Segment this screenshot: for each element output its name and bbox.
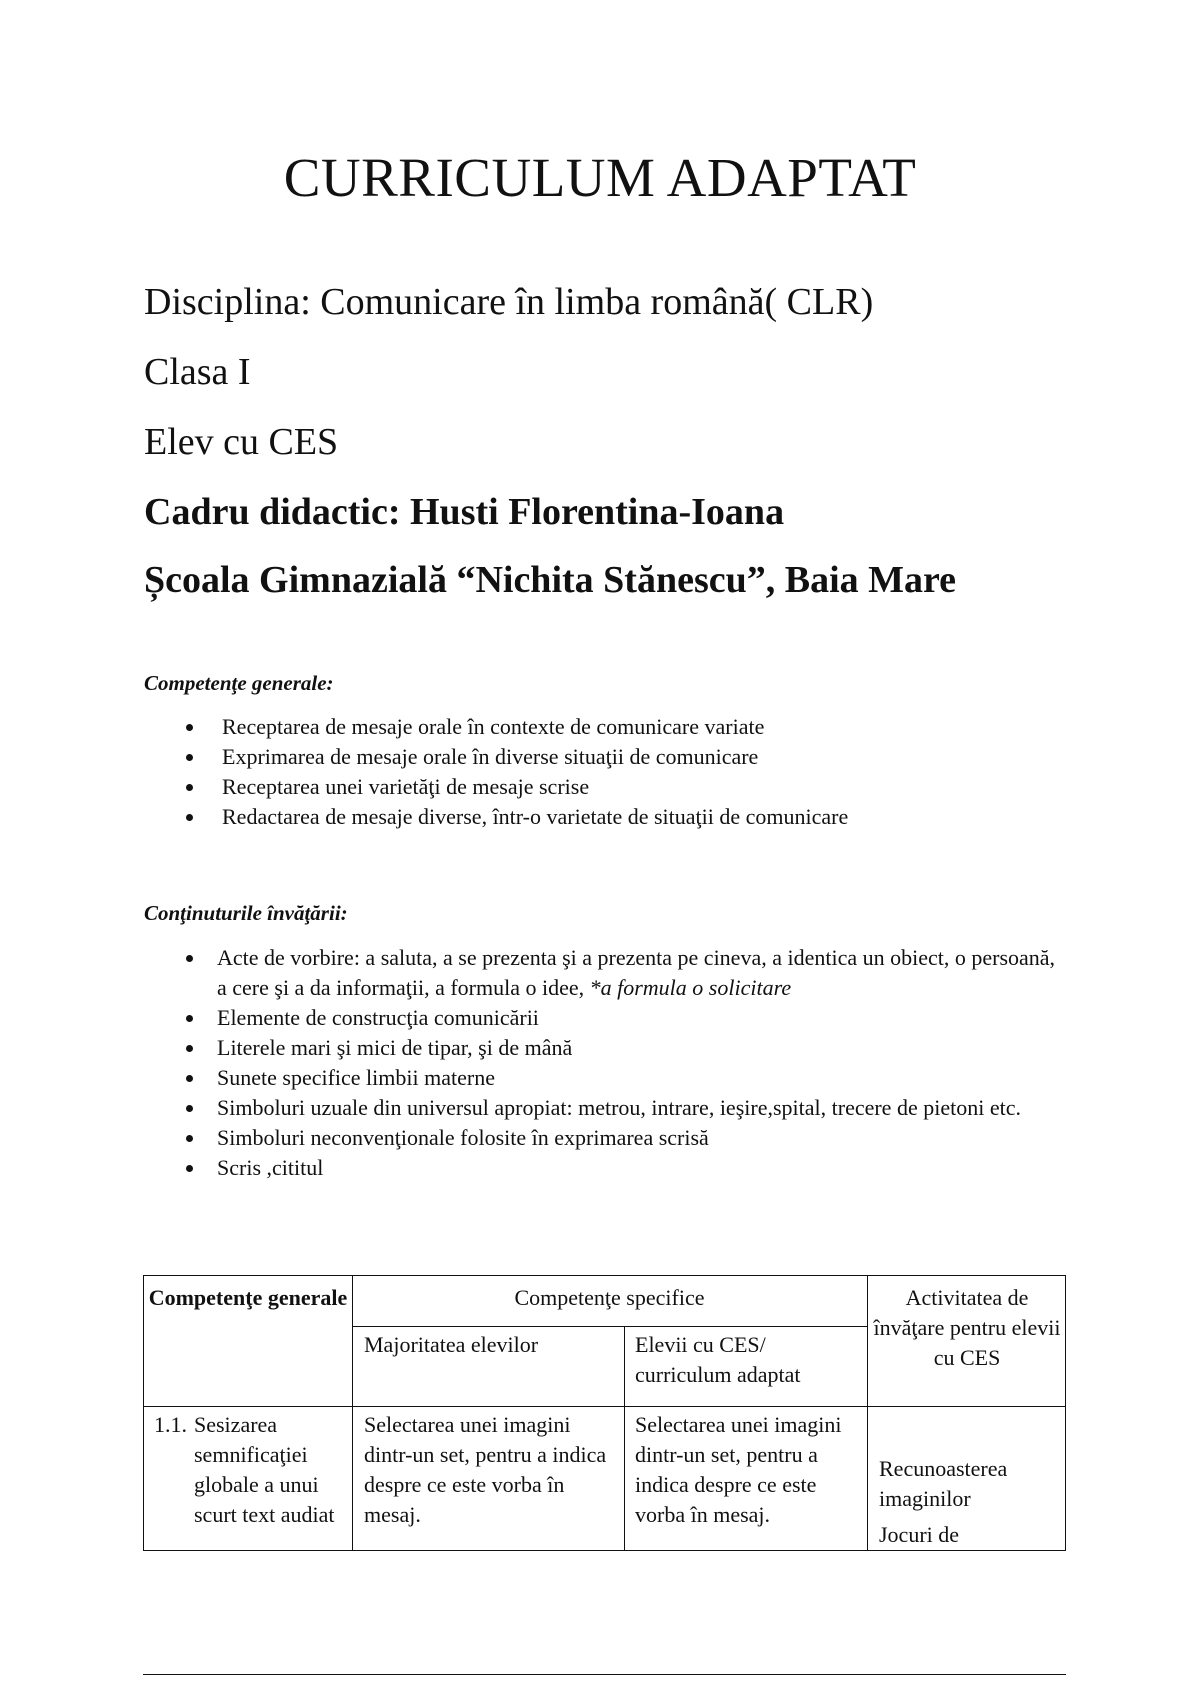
list-item: Exprimarea de mesaje orale în diverse situaţii de comunicare bbox=[0, 742, 848, 772]
list-item: Literele mari şi mici de tipar, şi de mână bbox=[0, 1033, 1060, 1063]
bullet-icon bbox=[186, 784, 193, 791]
header-competente-generale: Competenţe generale bbox=[148, 1285, 348, 1310]
bullet-icon bbox=[186, 1105, 193, 1112]
list-item: Elemente de construcţia comunicării bbox=[0, 1003, 1060, 1033]
list-item: Sunete specifice limbii materne bbox=[0, 1063, 1060, 1093]
cell-activitate: Recunoasterea imaginilor bbox=[879, 1456, 1008, 1511]
bullet-icon bbox=[186, 955, 193, 962]
bullet-icon bbox=[186, 1045, 193, 1052]
school-line: Școala Gimnazială “Nichita Stănescu”, Baia Mare bbox=[144, 559, 957, 601]
row-number: 1.1. bbox=[154, 1412, 187, 1437]
header-competente-specifice: Competenţe specifice bbox=[514, 1285, 705, 1310]
list-item: Receptarea unei varietăţi de mesaje scrise bbox=[0, 772, 848, 802]
cell-ces: Selectarea unei imagini dintr-un set, pentru a indica despre ce este vorba în mesaj. bbox=[635, 1412, 842, 1527]
bullet-icon bbox=[186, 754, 193, 761]
list-item: Acte de vorbire: a saluta, a se prezenta şi a prezenta pe cineva, a identica un obiect, o persoană, a cere şi a da informaţii, a formula o idee, *a formula o solicitare bbox=[0, 943, 1060, 1003]
competente-table bbox=[143, 1275, 1066, 1551]
bullet-icon bbox=[186, 1165, 193, 1172]
bullet-icon bbox=[186, 814, 193, 821]
bullet-icon bbox=[186, 1075, 193, 1082]
table-divider bbox=[352, 1326, 867, 1327]
header-elevii-ces: Elevii cu CES/ curriculum adaptat bbox=[635, 1332, 801, 1387]
competente-generale-heading: Competenţe generale: bbox=[144, 671, 334, 695]
list-item: Simboluri neconvenţionale folosite în exprimarea scrisă bbox=[0, 1123, 1060, 1153]
page-title: CURRICULUM ADAPTAT bbox=[283, 147, 917, 208]
table-divider bbox=[624, 1326, 625, 1550]
list-item: Receptarea de mesaje orale în contexte de comunicare variate bbox=[0, 712, 848, 742]
discipline-line: Disciplina: Comunicare în limba română( CLR) bbox=[144, 281, 874, 323]
header-majoritatea-elevilor: Majoritatea elevilor bbox=[364, 1332, 539, 1357]
footer-rule bbox=[143, 1674, 1066, 1675]
list-item: Simboluri uzuale din universul apropiat: metrou, intrare, ieşire,spital, trecere de pietoni etc. bbox=[0, 1093, 1060, 1123]
header-activitatea-invatare: Activitatea de învăţare pentru elevii cu CES bbox=[873, 1285, 1061, 1370]
teacher-line: Cadru didactic: Husti Florentina-Ioana bbox=[144, 491, 785, 533]
list-item: Scris ,cititul bbox=[0, 1153, 1060, 1183]
table-divider bbox=[144, 1406, 1065, 1407]
cell-majoritatea: Selectarea unei imagini dintr-un set, pentru a indica despre ce este vorba în mesaj. bbox=[364, 1412, 607, 1527]
continuturi-list bbox=[0, 943, 1060, 1183]
cell-activitate-2: Jocuri de bbox=[879, 1522, 960, 1547]
list-item: Redactarea de mesaje diverse, într-o varietate de situaţii de comunicare bbox=[0, 802, 848, 832]
cell-competenta: Sesizarea semnificaţiei globale a unui scurt text audiat bbox=[194, 1412, 335, 1527]
competente-generale-list bbox=[0, 712, 848, 832]
bullet-icon bbox=[186, 1015, 193, 1022]
continuturi-heading: Conţinuturile învăţării: bbox=[144, 901, 348, 925]
class-line: Clasa I bbox=[144, 351, 251, 393]
table-divider bbox=[352, 1276, 353, 1550]
bullet-icon bbox=[186, 1135, 193, 1142]
student-line: Elev cu CES bbox=[144, 421, 339, 463]
bullet-icon bbox=[186, 724, 193, 731]
table-divider bbox=[867, 1276, 868, 1550]
